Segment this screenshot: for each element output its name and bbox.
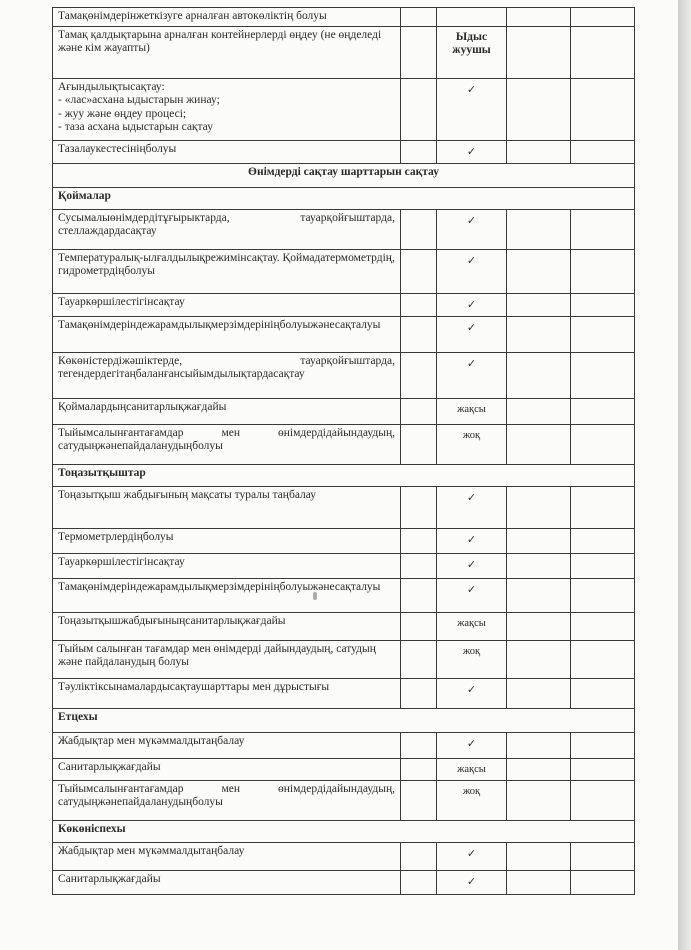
requirement-label: Сусымалыөнімдердітұғырыктарда, тауарқойғыштарда, стеллаждардасақтау — [53, 209, 401, 249]
empty-cell — [571, 578, 635, 612]
empty-cell — [507, 528, 571, 553]
status-cell — [437, 140, 507, 163]
empty-cell — [507, 398, 571, 424]
empty-cell — [401, 293, 437, 316]
empty-cell — [571, 528, 635, 553]
checkmark-icon: ✓ — [466, 253, 477, 267]
status-cell — [437, 486, 507, 528]
empty-cell — [401, 209, 437, 249]
empty-cell — [507, 78, 571, 140]
checkmark-icon: ✓ — [466, 82, 477, 96]
subsection-title: Етцехы — [53, 708, 635, 732]
empty-cell — [571, 870, 635, 894]
empty-cell — [401, 8, 437, 27]
empty-cell — [507, 8, 571, 27]
status-cell — [437, 553, 507, 578]
requirement-line: - таза асхана ыдыстарын сақтау — [58, 121, 213, 133]
empty-cell — [571, 553, 635, 578]
checkmark-icon: ✓ — [466, 144, 477, 158]
empty-cell — [507, 316, 571, 352]
status-text: жақсы — [457, 403, 486, 415]
empty-cell — [401, 424, 437, 464]
inspection-checklist-table — [52, 7, 635, 895]
subsection-row — [53, 708, 635, 732]
requirement-label: Жабдықтар мен мүкәммалдытаңбалау — [53, 842, 401, 870]
empty-cell — [571, 732, 635, 758]
empty-cell — [401, 398, 437, 424]
requirement-label: Тамақөнімдерінжеткізуге арналған автокөліктің болуы — [53, 8, 401, 27]
status-cell — [437, 398, 507, 424]
empty-cell — [571, 486, 635, 528]
status-cell — [437, 842, 507, 870]
subsection-title: Тоңазытқыштар — [53, 464, 635, 486]
empty-cell — [571, 398, 635, 424]
requirement-label: Термометрлердіңболуы — [53, 528, 401, 553]
requirement-label — [53, 78, 401, 140]
status-cell — [437, 249, 507, 293]
checklist-row — [53, 780, 635, 820]
empty-cell — [401, 528, 437, 553]
empty-cell — [401, 78, 437, 140]
checkmark-icon: ✓ — [466, 557, 477, 571]
checklist-row — [53, 78, 635, 140]
empty-cell — [401, 553, 437, 578]
status-cell — [437, 78, 507, 140]
checklist-row — [53, 732, 635, 758]
requirement-label: Тоңазытқышжабдығыныңсанитарлықжағдайы — [53, 612, 401, 640]
empty-cell — [507, 612, 571, 640]
empty-cell — [571, 78, 635, 140]
section-title: Өнімдерді сақтау шарттарын сақтау — [53, 163, 635, 187]
empty-cell — [507, 352, 571, 398]
status-cell — [437, 528, 507, 553]
empty-cell — [401, 26, 437, 78]
empty-cell — [507, 209, 571, 249]
empty-cell — [507, 424, 571, 464]
checklist-row — [53, 553, 635, 578]
requirement-label: Қоймалардыңсанитарлықжағдайы — [53, 398, 401, 424]
empty-cell — [401, 640, 437, 678]
empty-cell — [507, 26, 571, 78]
empty-cell — [571, 140, 635, 163]
empty-cell — [571, 293, 635, 316]
checklist-row — [53, 352, 635, 398]
requirement-label: Жабдықтар мен мүкәммалдытаңбалау — [53, 732, 401, 758]
empty-cell — [571, 8, 635, 27]
status-cell — [437, 293, 507, 316]
checkmark-icon: ✓ — [466, 582, 477, 596]
empty-cell — [507, 870, 571, 894]
empty-cell — [401, 578, 437, 612]
empty-cell — [507, 140, 571, 163]
status-text: жақсы — [457, 763, 486, 775]
requirement-label: Тауаркөршілестігінсақтау — [53, 293, 401, 316]
checklist-row — [53, 209, 635, 249]
empty-cell — [507, 732, 571, 758]
requirement-label: Тамақөнімдеріндежарамдылықмерзімдерініңболуыжәнесақталуы — [53, 578, 401, 612]
section-row — [53, 163, 635, 187]
subsection-row — [53, 820, 635, 842]
requirement-label: Көкөністердіжәшіктерде, тауарқойғыштарда, тегендердегітаңбаланғансыйымдылықтардасақтау — [53, 352, 401, 398]
status-cell — [437, 578, 507, 612]
checkmark-icon: ✓ — [466, 874, 477, 888]
empty-cell — [571, 316, 635, 352]
responsible-cell — [437, 26, 507, 78]
empty-cell — [401, 486, 437, 528]
subsection-title: Көкөніспехы — [53, 820, 635, 842]
requirement-label: Тыйымсалынғантағамдар мен өнімдердідайындаудың, сатудыңжәнепайдаланудыңболуы — [53, 424, 401, 464]
empty-cell — [507, 780, 571, 820]
requirement-label: Тамақ қалдықтарына арналған контейнерлерді өңдеу (не өңделеді және кім жауапты) — [53, 26, 401, 78]
status-cell — [437, 780, 507, 820]
empty-cell — [571, 678, 635, 708]
status-cell — [437, 209, 507, 249]
requirement-label: Тоңазытқыш жабдығының мақсаты туралы таңбалау — [53, 486, 401, 528]
page-edge-shadow — [678, 0, 691, 950]
checkmark-icon: ✓ — [466, 213, 477, 227]
checklist-row — [53, 316, 635, 352]
checklist-row — [53, 249, 635, 293]
empty-cell — [571, 780, 635, 820]
requirement-label: Тамақөнімдеріндежарамдылықмерзімдерініңболуыжәнесақталуы — [53, 316, 401, 352]
checklist-row — [53, 578, 635, 612]
empty-cell — [401, 612, 437, 640]
checklist-row — [53, 612, 635, 640]
checkmark-icon: ✓ — [466, 532, 477, 546]
subsection-title: Қоймалар — [53, 187, 635, 209]
empty-cell — [507, 678, 571, 708]
checklist-row — [53, 678, 635, 708]
empty-cell — [571, 209, 635, 249]
scan-smudge — [313, 592, 317, 600]
checkmark-icon: ✓ — [466, 490, 477, 504]
checklist-row — [53, 758, 635, 780]
requirement-label: Температуралық-ылғалдылықрежимінсақтау. Қоймадатермометрдің, гидрометрдіңболуы — [53, 249, 401, 293]
status-cell — [437, 732, 507, 758]
requirement-label: Тәуліктіксынамалардысақтаушарттары мен дұрыстығы — [53, 678, 401, 708]
subsection-row — [53, 187, 635, 209]
requirement-label: Санитарлықжағдайы — [53, 758, 401, 780]
checklist-row — [53, 640, 635, 678]
checkmark-icon: ✓ — [466, 297, 477, 311]
empty-cell — [401, 352, 437, 398]
requirement-line: - жуу және өңдеу процесі; — [58, 107, 187, 120]
checklist-row — [53, 26, 635, 78]
requirement-label: Тыйым салынған тағамдар мен өнімдерді дайындаудың, сатудың және пайдаланудың болуы — [53, 640, 401, 678]
empty-cell — [401, 249, 437, 293]
empty-cell — [571, 758, 635, 780]
checklist-row — [53, 140, 635, 163]
requirement-label: Тазалаукестесініңболуы — [53, 140, 401, 163]
empty-cell — [507, 758, 571, 780]
checklist-row — [53, 870, 635, 894]
responsible-person: Ыдыс жуушы — [452, 30, 491, 56]
status-cell — [437, 678, 507, 708]
status-cell — [437, 640, 507, 678]
empty-cell — [401, 842, 437, 870]
checklist-row — [53, 398, 635, 424]
checkmark-icon: ✓ — [466, 356, 477, 370]
empty-cell — [571, 249, 635, 293]
requirement-label: Тауаркөршілестігінсақтау — [53, 553, 401, 578]
status-cell — [437, 424, 507, 464]
empty-cell — [401, 678, 437, 708]
checklist-row — [53, 842, 635, 870]
requirement-label: Санитарлықжағдайы — [53, 870, 401, 894]
empty-cell — [571, 612, 635, 640]
empty-cell — [571, 424, 635, 464]
empty-cell — [507, 578, 571, 612]
subsection-row — [53, 464, 635, 486]
checklist-row — [53, 8, 635, 27]
empty-cell — [401, 758, 437, 780]
checkmark-icon: ✓ — [466, 320, 477, 334]
empty-cell — [507, 293, 571, 316]
status-text: жоқ — [462, 785, 481, 797]
empty-cell — [571, 842, 635, 870]
empty-cell — [401, 780, 437, 820]
requirement-line: - «лас»асхана ыдыстарын жинау; — [58, 94, 220, 106]
checklist-row — [53, 293, 635, 316]
empty-cell — [437, 8, 507, 27]
checklist-row — [53, 528, 635, 553]
status-cell — [437, 612, 507, 640]
checkmark-icon: ✓ — [466, 846, 477, 860]
requirement-line: Ағындылықтысақтау: — [58, 80, 165, 93]
empty-cell — [507, 553, 571, 578]
status-cell — [437, 758, 507, 780]
empty-cell — [401, 732, 437, 758]
checkmark-icon: ✓ — [466, 736, 477, 750]
empty-cell — [507, 486, 571, 528]
status-text: жақсы — [457, 617, 486, 629]
empty-cell — [571, 640, 635, 678]
empty-cell — [507, 842, 571, 870]
status-cell — [437, 316, 507, 352]
status-text: жоқ — [462, 429, 481, 441]
checklist-row — [53, 424, 635, 464]
status-text: жоқ — [462, 645, 481, 657]
empty-cell — [401, 870, 437, 894]
requirement-label: Тыйымсалынғантағамдар мен өнімдердідайындаудың, сатудыңжәнепайдаланудыңболуы — [53, 780, 401, 820]
checkmark-icon: ✓ — [466, 682, 477, 696]
checklist-row — [53, 486, 635, 528]
empty-cell — [507, 249, 571, 293]
empty-cell — [401, 140, 437, 163]
empty-cell — [401, 316, 437, 352]
status-cell — [437, 352, 507, 398]
empty-cell — [507, 640, 571, 678]
status-cell — [437, 870, 507, 894]
empty-cell — [571, 26, 635, 78]
empty-cell — [571, 352, 635, 398]
